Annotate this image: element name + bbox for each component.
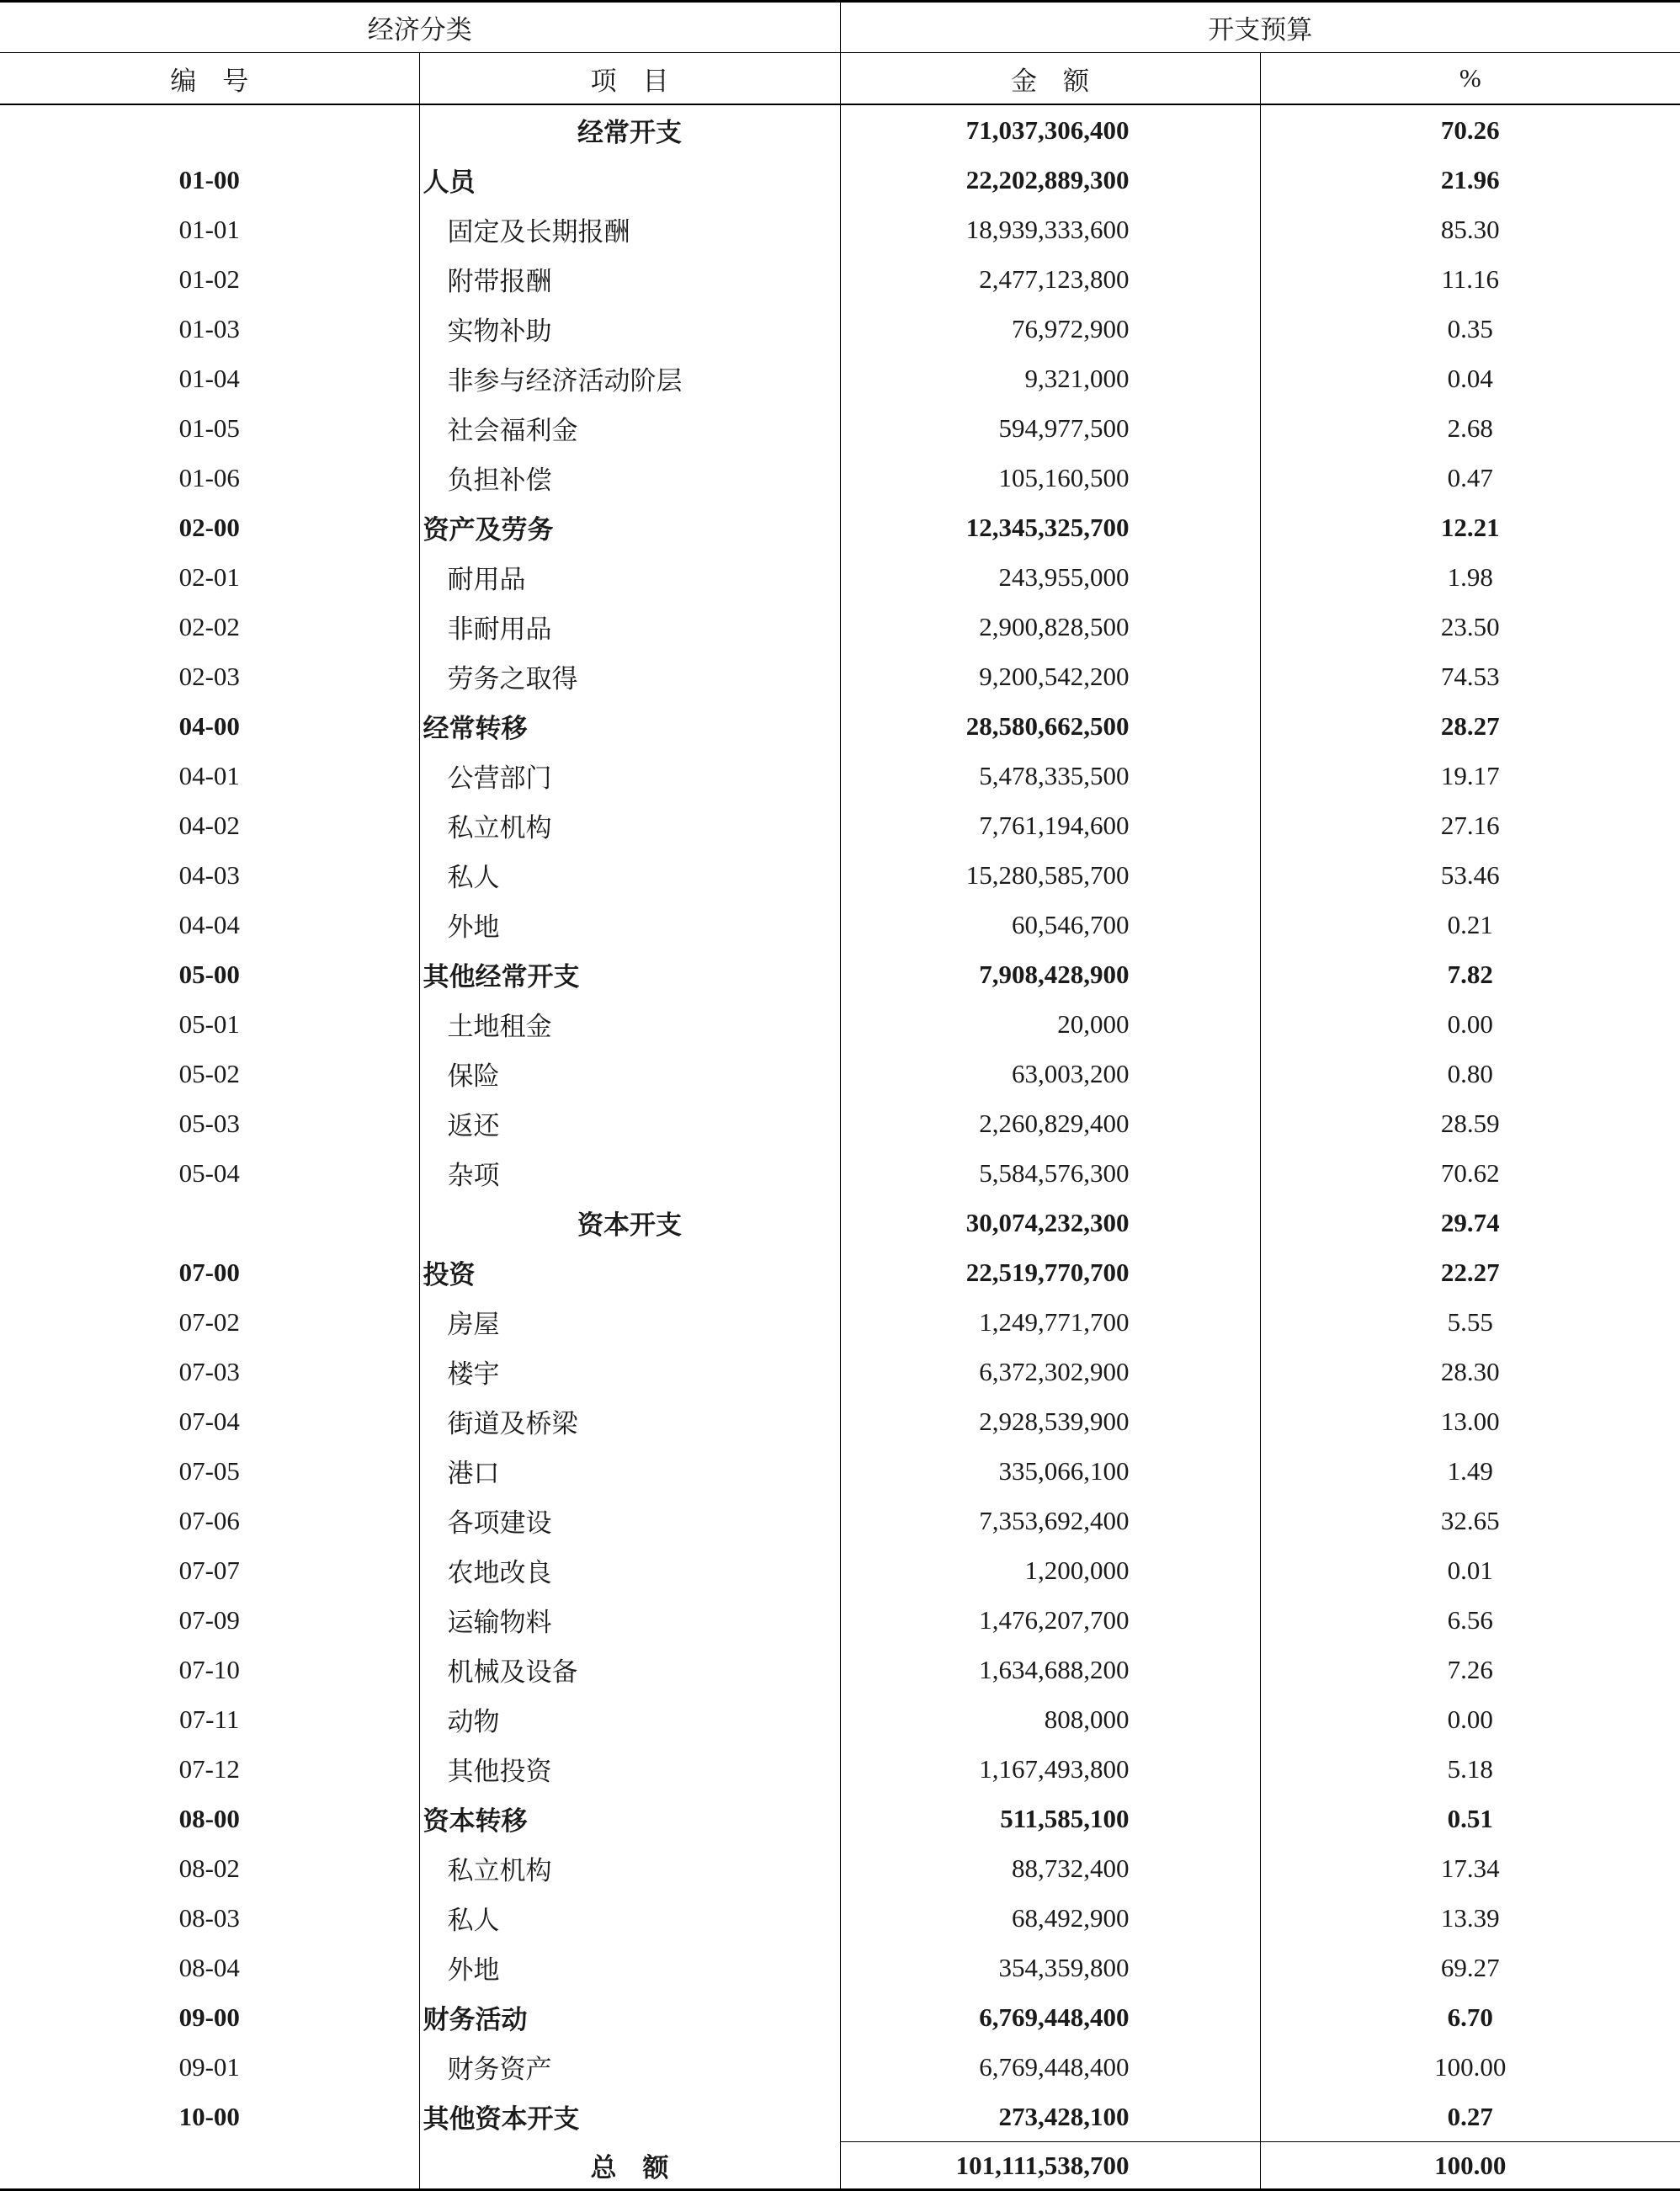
item-name: 耐用品	[419, 552, 840, 602]
code-cell: 07-04	[178, 1406, 240, 1436]
table-row	[0, 1992, 1680, 2042]
percent-cell: 2.68	[1260, 403, 1680, 453]
percent-cell: 5.55	[1260, 1297, 1680, 1347]
item-name: 房屋	[419, 1297, 840, 1347]
amount-header: 金 额	[840, 53, 1260, 105]
item-name: 土地租金	[419, 999, 840, 1049]
percent-cell: 85.30	[1260, 205, 1680, 254]
table-row	[0, 1049, 1680, 1098]
item-name: 资本开支	[419, 1198, 840, 1247]
amount-cell: 7,908,428,900	[840, 949, 1260, 999]
table-row	[0, 453, 1680, 503]
amount-cell: 71,037,306,400	[840, 104, 1260, 155]
item-name: 固定及长期报酬	[419, 205, 840, 254]
percent-cell: 29.74	[1260, 1198, 1680, 1247]
table-row	[0, 1247, 1680, 1297]
table-row	[0, 1446, 1680, 1496]
item-name: 实物补助	[419, 304, 840, 354]
amount-cell: 28,580,662,500	[840, 701, 1260, 751]
item-name: 私立机构	[419, 800, 840, 850]
code-cell: 02-00	[178, 512, 240, 542]
amount-cell: 354,359,800	[840, 1943, 1260, 1992]
table-row	[0, 800, 1680, 850]
percent-cell: 53.46	[1260, 850, 1680, 900]
code-cell: 07-09	[178, 1604, 240, 1635]
percent-cell: 0.00	[1260, 999, 1680, 1049]
amount-cell: 9,321,000	[840, 354, 1260, 403]
code-cell: 07-02	[178, 1306, 240, 1337]
table-row	[0, 1545, 1680, 1595]
amount-cell: 20,000	[840, 999, 1260, 1049]
amount-cell: 6,769,448,400	[840, 2042, 1260, 2092]
amount-cell: 60,546,700	[840, 900, 1260, 949]
percent-cell: 28.27	[1260, 701, 1680, 751]
percent-cell: 32.65	[1260, 1496, 1680, 1545]
code-cell: 09-01	[178, 2051, 240, 2082]
code-cell: 04-04	[178, 909, 240, 939]
item-name: 机械及设备	[419, 1645, 840, 1694]
table-row	[0, 1396, 1680, 1446]
amount-cell: 7,353,692,400	[840, 1496, 1260, 1545]
code-cell: 05-04	[178, 1157, 240, 1188]
amount-cell: 1,200,000	[840, 1545, 1260, 1595]
item-name: 运输物料	[419, 1595, 840, 1645]
item-name: 其他资本开支	[419, 2092, 840, 2142]
percent-header: %	[1260, 53, 1680, 105]
code-cell: 05-00	[178, 959, 240, 989]
percent-cell: 0.00	[1260, 1694, 1680, 1744]
percent-cell: 6.70	[1260, 1992, 1680, 2042]
percent-cell: 0.51	[1260, 1794, 1680, 1843]
item-header: 项 目	[419, 53, 840, 105]
amount-cell: 6,372,302,900	[840, 1347, 1260, 1396]
amount-cell: 15,280,585,700	[840, 850, 1260, 900]
percent-cell: 5.18	[1260, 1744, 1680, 1794]
code-cell: 04-01	[178, 760, 240, 790]
table-row	[0, 850, 1680, 900]
item-name: 港口	[419, 1446, 840, 1496]
code-cell: 05-02	[178, 1058, 240, 1088]
table-row	[0, 304, 1680, 354]
code-cell: 08-04	[178, 1952, 240, 1982]
amount-cell: 18,939,333,600	[840, 205, 1260, 254]
table-row	[0, 1496, 1680, 1545]
amount-cell: 594,977,500	[840, 403, 1260, 453]
item-name: 私立机构	[419, 1843, 840, 1893]
amount-cell: 2,260,829,400	[840, 1098, 1260, 1148]
table-row	[0, 949, 1680, 999]
percent-cell: 27.16	[1260, 800, 1680, 850]
table-row	[0, 552, 1680, 602]
item-name: 财务资产	[419, 2042, 840, 2092]
table-row	[0, 1744, 1680, 1794]
percent-cell: 19.17	[1260, 751, 1680, 800]
econ-class-header: 经济分类	[0, 2, 840, 53]
item-name: 资本转移	[419, 1794, 840, 1843]
percent-cell: 21.96	[1260, 155, 1680, 205]
code-cell: 05-03	[178, 1108, 240, 1138]
table-row	[0, 354, 1680, 403]
amount-cell: 5,584,576,300	[840, 1148, 1260, 1198]
table-row	[0, 1297, 1680, 1347]
amount-cell: 63,003,200	[840, 1049, 1260, 1098]
percent-cell: 23.50	[1260, 602, 1680, 651]
table-row	[0, 1893, 1680, 1943]
total-row	[0, 2142, 1680, 2190]
amount-cell: 76,972,900	[840, 304, 1260, 354]
item-name: 其他经常开支	[419, 949, 840, 999]
table-row	[0, 999, 1680, 1049]
item-name: 保险	[419, 1049, 840, 1098]
item-name: 负担补偿	[419, 453, 840, 503]
item-name: 附带报酬	[419, 254, 840, 304]
total-label: 总 额	[419, 2142, 840, 2190]
item-name: 财务活动	[419, 1992, 840, 2042]
amount-cell: 1,167,493,800	[840, 1744, 1260, 1794]
table-row	[0, 602, 1680, 651]
percent-cell: 28.59	[1260, 1098, 1680, 1148]
amount-cell: 243,955,000	[840, 552, 1260, 602]
item-name: 外地	[419, 1943, 840, 1992]
code-cell: 07-05	[178, 1455, 240, 1486]
code-cell: 07-11	[179, 1704, 240, 1734]
table-row	[0, 1694, 1680, 1744]
item-name: 公营部门	[419, 751, 840, 800]
code-cell: 04-00	[178, 710, 240, 741]
code-cell: 02-02	[178, 611, 240, 641]
code-cell: 01-04	[178, 363, 240, 393]
code-cell: 07-10	[178, 1654, 240, 1684]
code-cell: 01-02	[178, 263, 240, 294]
amount-cell: 2,900,828,500	[840, 602, 1260, 651]
item-name: 资产及劳务	[419, 503, 840, 552]
table-row	[0, 205, 1680, 254]
item-name: 楼宇	[419, 1347, 840, 1396]
item-name: 外地	[419, 900, 840, 949]
table-row	[0, 155, 1680, 205]
table-row	[0, 503, 1680, 552]
code-cell: 08-02	[178, 1853, 240, 1883]
table-row	[0, 1148, 1680, 1198]
percent-cell: 7.82	[1260, 949, 1680, 999]
code-cell: 01-01	[178, 214, 240, 244]
amount-cell: 22,202,889,300	[840, 155, 1260, 205]
item-name: 非耐用品	[419, 602, 840, 651]
percent-cell: 70.62	[1260, 1148, 1680, 1198]
code-cell: 05-01	[178, 1008, 240, 1039]
code-cell: 07-06	[178, 1505, 240, 1535]
table-row	[0, 1943, 1680, 1992]
code-cell	[0, 104, 419, 155]
percent-cell: 7.26	[1260, 1645, 1680, 1694]
table-row	[0, 2042, 1680, 2092]
percent-cell: 100.00	[1260, 2042, 1680, 2092]
item-name: 街道及桥梁	[419, 1396, 840, 1446]
code-cell: 10-00	[178, 2101, 240, 2131]
code-cell: 07-00	[178, 1257, 240, 1287]
amount-cell: 5,478,335,500	[840, 751, 1260, 800]
code-cell: 01-05	[178, 412, 240, 443]
item-name: 人员	[419, 155, 840, 205]
table-row	[0, 1843, 1680, 1893]
percent-cell: 70.26	[1260, 104, 1680, 155]
amount-cell: 1,634,688,200	[840, 1645, 1260, 1694]
amount-cell: 335,066,100	[840, 1446, 1260, 1496]
percent-cell: 11.16	[1260, 254, 1680, 304]
item-name: 返还	[419, 1098, 840, 1148]
amount-cell: 88,732,400	[840, 1843, 1260, 1893]
total-code-cell	[0, 2142, 419, 2190]
item-name: 私人	[419, 850, 840, 900]
percent-cell: 13.00	[1260, 1396, 1680, 1446]
item-name: 各项建设	[419, 1496, 840, 1545]
percent-cell: 17.34	[1260, 1843, 1680, 1893]
code-cell: 08-00	[178, 1803, 240, 1833]
table-row	[0, 254, 1680, 304]
item-name: 劳务之取得	[419, 651, 840, 701]
percent-cell: 1.49	[1260, 1446, 1680, 1496]
item-name: 社会福利金	[419, 403, 840, 453]
amount-cell: 30,074,232,300	[840, 1198, 1260, 1247]
table-row	[0, 1347, 1680, 1396]
code-cell	[0, 1198, 419, 1247]
header-row-2	[0, 53, 1680, 105]
table-row	[0, 1794, 1680, 1843]
item-name: 其他投资	[419, 1744, 840, 1794]
table-row	[0, 900, 1680, 949]
percent-cell: 74.53	[1260, 651, 1680, 701]
percent-cell: 22.27	[1260, 1247, 1680, 1297]
percent-cell: 12.21	[1260, 503, 1680, 552]
table-row	[0, 104, 1680, 155]
percent-cell: 0.80	[1260, 1049, 1680, 1098]
percent-cell: 13.39	[1260, 1893, 1680, 1943]
code-cell: 01-06	[178, 462, 240, 492]
percent-cell: 0.01	[1260, 1545, 1680, 1595]
amount-cell: 6,769,448,400	[840, 1992, 1260, 2042]
amount-cell: 68,492,900	[840, 1893, 1260, 1943]
table-row	[0, 1595, 1680, 1645]
percent-cell: 0.21	[1260, 900, 1680, 949]
code-cell: 07-07	[178, 1555, 240, 1585]
code-cell: 01-00	[178, 164, 240, 194]
amount-cell: 9,200,542,200	[840, 651, 1260, 701]
table-row	[0, 403, 1680, 453]
amount-cell: 12,345,325,700	[840, 503, 1260, 552]
amount-cell: 2,928,539,900	[840, 1396, 1260, 1446]
header-row-1	[0, 2, 1680, 53]
code-cell: 09-00	[178, 2002, 240, 2032]
amount-cell: 511,585,100	[840, 1794, 1260, 1843]
code-cell: 04-02	[178, 810, 240, 840]
item-name: 投资	[419, 1247, 840, 1297]
total-percent: 100.00	[1260, 2142, 1680, 2190]
percent-cell: 6.56	[1260, 1595, 1680, 1645]
percent-cell: 0.04	[1260, 354, 1680, 403]
code-cell: 02-03	[178, 661, 240, 691]
amount-cell: 273,428,100	[840, 2092, 1260, 2142]
amount-cell: 1,249,771,700	[840, 1297, 1260, 1347]
code-cell: 07-12	[178, 1753, 240, 1784]
table-body	[0, 104, 1680, 2190]
item-name: 经常开支	[419, 104, 840, 155]
code-cell: 07-03	[178, 1356, 240, 1386]
table-row	[0, 751, 1680, 800]
amount-cell: 7,761,194,600	[840, 800, 1260, 850]
code-header: 编 号	[0, 53, 419, 105]
percent-cell: 28.30	[1260, 1347, 1680, 1396]
table-row	[0, 701, 1680, 751]
code-cell: 01-03	[178, 313, 240, 343]
total-amount: 101,111,538,700	[840, 2142, 1260, 2190]
item-name: 农地改良	[419, 1545, 840, 1595]
item-name: 私人	[419, 1893, 840, 1943]
code-cell: 08-03	[178, 1902, 240, 1933]
amount-cell: 2,477,123,800	[840, 254, 1260, 304]
table-row	[0, 651, 1680, 701]
budget-header: 开支预算	[840, 2, 1680, 53]
table-row	[0, 1198, 1680, 1247]
item-name: 非参与经济活动阶层	[419, 354, 840, 403]
amount-cell: 1,476,207,700	[840, 1595, 1260, 1645]
percent-cell: 1.98	[1260, 552, 1680, 602]
percent-cell: 0.27	[1260, 2092, 1680, 2142]
item-name: 动物	[419, 1694, 840, 1744]
table-row	[0, 2092, 1680, 2142]
code-cell: 04-03	[178, 859, 240, 890]
percent-cell: 69.27	[1260, 1943, 1680, 1992]
item-name: 杂项	[419, 1148, 840, 1198]
percent-cell: 0.35	[1260, 304, 1680, 354]
amount-cell: 105,160,500	[840, 453, 1260, 503]
percent-cell: 0.47	[1260, 453, 1680, 503]
code-cell: 02-01	[178, 561, 240, 592]
amount-cell: 808,000	[840, 1694, 1260, 1744]
item-name: 经常转移	[419, 701, 840, 751]
table-row	[0, 1098, 1680, 1148]
table-row	[0, 1645, 1680, 1694]
amount-cell: 22,519,770,700	[840, 1247, 1260, 1297]
